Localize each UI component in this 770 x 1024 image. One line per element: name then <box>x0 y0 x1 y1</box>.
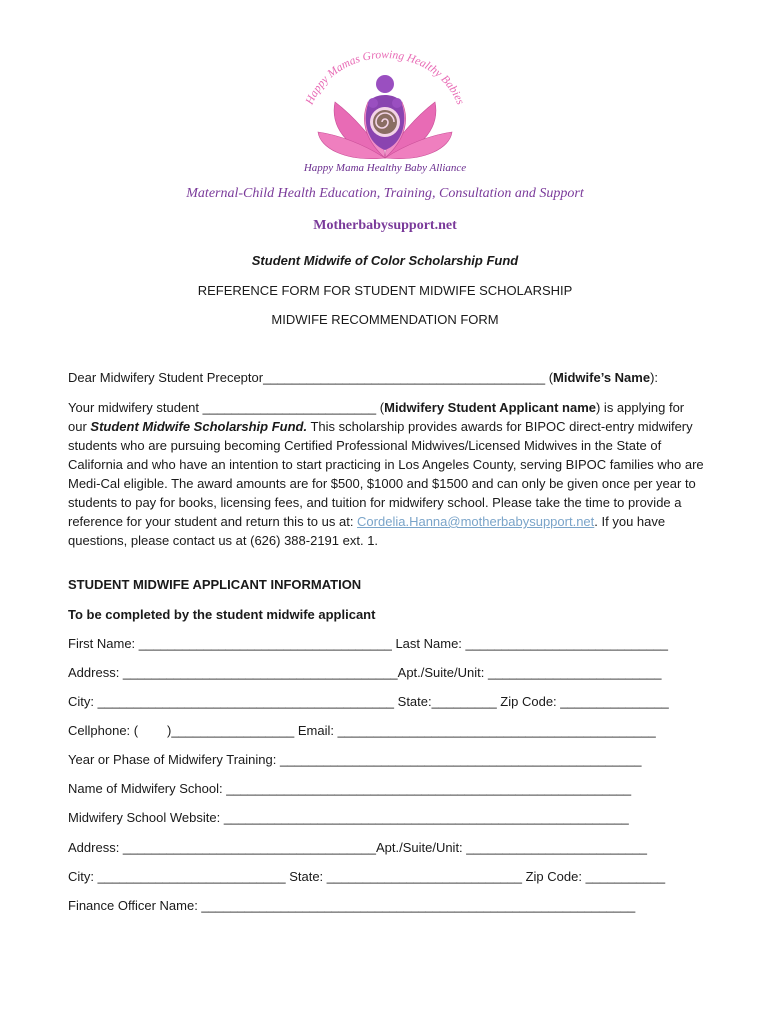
midwife-name-blank[interactable]: _______________________________________ <box>263 370 546 385</box>
section-heading: STUDENT MIDWIFE APPLICANT INFORMATION <box>68 577 362 592</box>
form-subtitle: MIDWIFE RECOMMENDATION FORM <box>271 312 499 327</box>
salutation-open: ( <box>545 370 554 385</box>
salutation-line <box>68 369 708 387</box>
organization-logo <box>290 40 480 185</box>
training-year-field-row[interactable]: Year or Phase of Midwifery Training: __________________________________________________ <box>68 752 642 767</box>
svg-text:Happy Mamas Growing Healthy Ba: Happy Mamas Growing Healthy Babies <box>303 48 467 107</box>
form-title: REFERENCE FORM FOR STUDENT MIDWIFE SCHOLARSHIP <box>197 283 573 298</box>
finance-officer-field-row[interactable]: Finance Officer Name: ____________________________________________________________ <box>68 898 636 913</box>
name-field-row[interactable]: First Name: ___________________________________ Last Name: ____________________________ <box>68 636 668 651</box>
organization-tagline: Maternal-Child Health Education, Training, Consultation and Support <box>186 186 584 201</box>
salutation-prefix: Dear Midwifery Student Preceptor <box>68 370 264 385</box>
midwife-name-label: Midwife’s Name <box>553 370 651 385</box>
school-city-state-zip-field-row[interactable]: City: __________________________ State: ___________________________ Zip Code: ___________ <box>68 869 666 884</box>
letter-paragraph <box>68 398 704 550</box>
lotus-mother-logo-icon <box>290 40 480 165</box>
salutation-close: ): <box>650 370 659 385</box>
school-name-field-row[interactable]: Name of Midwifery School: ________________________________________________________ <box>68 781 632 796</box>
fund-name-emphasis: Student Midwife Scholarship Fund. <box>90 419 308 434</box>
paragraph-end: . If you have questions, please contact us at (626) 388-2191 ext. 1. <box>68 514 666 548</box>
applicant-name-label: Midwifery Student Applicant name <box>384 400 596 415</box>
school-website-field-row[interactable]: Midwifery School Website: ________________________________________________________ <box>68 810 629 825</box>
city-state-zip-field-row[interactable]: City: _________________________________________ State:_________ Zip Code: _______________ <box>68 694 669 709</box>
organization-website: Motherbabysupport.net <box>313 218 457 233</box>
fund-title: Student Midwife of Color Scholarship Fund <box>251 253 519 268</box>
phone-email-field-row[interactable]: Cellphone: ( )_________________ Email: ____________________________________________ <box>68 723 656 738</box>
contact-email-link[interactable]: Cordelia.Hanna@motherbabysupport.net <box>357 514 595 529</box>
section-instruction: To be completed by the student midwife applicant <box>68 607 376 622</box>
logo-caption: Happy Mama Healthy Baby Alliance <box>303 162 467 174</box>
address-field-row[interactable]: Address: ______________________________________Apt./Suite/Unit: ________________________ <box>68 665 662 680</box>
paragraph-body: This scholarship provides awards for BIPOC direct-entry midwifery students who are pursuing becoming Certified Professional Midwives/Licensed Midwives in the State of California and who have an intention to start practicing in Los Angeles County, serving BIPOC families who are Medi-Cal eligible. The award amounts are for $500, $1000 and $1500 and can only be given once per year to students to pay for books, licensing fees, and tuition for midwifery school. Please take the time to provide a reference for your student and return this to us at: <box>68 419 704 529</box>
school-address-field-row[interactable]: Address: ___________________________________Apt./Suite/Unit: _________________________ <box>68 840 648 855</box>
paragraph-intro: Your midwifery student ________________________ ( <box>68 400 385 415</box>
paragraph-applying: ) is applying for our <box>68 400 685 434</box>
